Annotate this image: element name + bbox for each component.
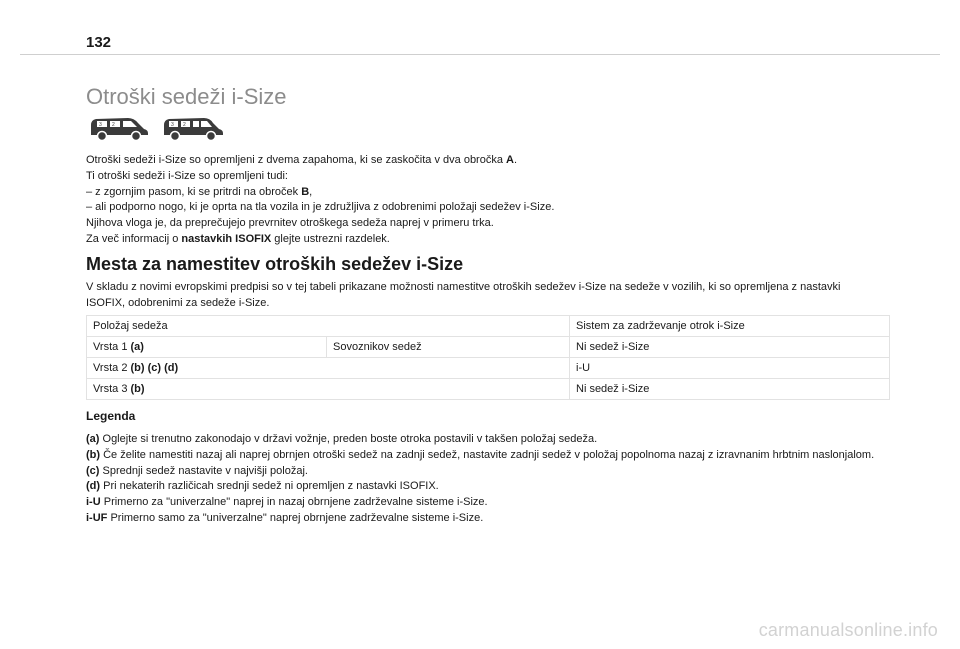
table-cell: Vrsta 2 (b) (c) (d): [86, 357, 569, 378]
subsection-title: Mesta za namestitev otroških sedežev i-Size: [86, 254, 464, 274]
table-cell: Sovoznikov sedež: [326, 336, 569, 357]
subsection-intro: V skladu z novimi evropskimi predpisi so v tej tabeli prikazane možnosti namestitve otroških sedežev i-Size na sedeže v vozilih, ki so opremljena z nastavki ISOFIX, odobrenimi za sedeže i-Size.: [86, 281, 841, 309]
table-row: [86, 336, 890, 357]
legend-item: (b) Če želite namestiti nazaj ali naprej obrnjen otroški sedež na zadnji sedež, nastavite zadnji sedež v položaj popolnoma nazaj z izravnanim hrbtnim naslonjalom.: [86, 448, 875, 461]
legend-item: (d) Pri nekaterih različicah srednji sedež ni opremljen z nastavki ISOFIX.: [86, 480, 439, 493]
svg-text:3: 3: [171, 122, 174, 128]
svg-text:2: 2: [112, 122, 115, 128]
table-cell: Vrsta 1 (a): [86, 336, 326, 357]
legend-item: i-U Primerno za "univerzalne" naprej in nazaj obrnjene zadrževalne sisteme i-Size.: [86, 496, 488, 509]
table-cell: i-U: [569, 357, 890, 378]
table-cell: Vrsta 3 (b): [86, 378, 569, 400]
legend-list: [86, 432, 876, 527]
intro-text: Otroški sedeži i-Size so opremljeni z dvema zapahoma, ki se zaskočita v dva obročka A. Ti otroški sedeži i-Size so opremljeni tudi: – z zgornjim pasom, ki se pritrdi na obroček B, – ali podporno nogo, ki je oprta na tla vozila in je združljiva z odobrenimi položaji sedežev i-Size. Njihova vloga je, da preprečujejo prevrnitev otroškega sedeža naprej v primeru trka. Za več informacij o nastavkih ISOFIX glejte ustrezni razdelek.: [86, 154, 555, 245]
table-row: [86, 357, 890, 378]
table-row: [86, 378, 890, 400]
table-cell: Ni sedež i-Size: [569, 378, 890, 400]
isize-seat-table: [86, 315, 890, 400]
table-header-cell: Sistem za zadrževanje otrok i-Size: [569, 315, 890, 336]
table-header-cell: Položaj sedeža: [86, 315, 569, 336]
vehicle-icons: [88, 116, 224, 142]
svg-text:3: 3: [99, 122, 102, 128]
table-cell: Ni sedež i-Size: [569, 336, 890, 357]
legend-title: Legenda: [86, 409, 136, 423]
table-header-row: [86, 315, 890, 336]
legend-item: (a) Oglejte si trenutno zakonodajo v državi vožnje, preden boste otroka postavili v takšen položaj sedeža.: [86, 433, 598, 445]
page-number: 132: [86, 34, 112, 51]
svg-text:2: 2: [183, 122, 186, 128]
legend-item: i-UF Primerno samo za "univerzalne" naprej obrnjene zadrževalne sisteme i-Size.: [86, 511, 484, 524]
section-title: Otroški sedeži i-Size: [86, 84, 287, 109]
header-divider: [20, 54, 940, 55]
van-long-icon: [162, 116, 224, 142]
van-short-icon: [88, 116, 150, 142]
watermark: carmanualsonline.info: [758, 620, 938, 640]
legend-item: (c) Sprednji sedež nastavite v najvišji položaj.: [86, 464, 308, 477]
